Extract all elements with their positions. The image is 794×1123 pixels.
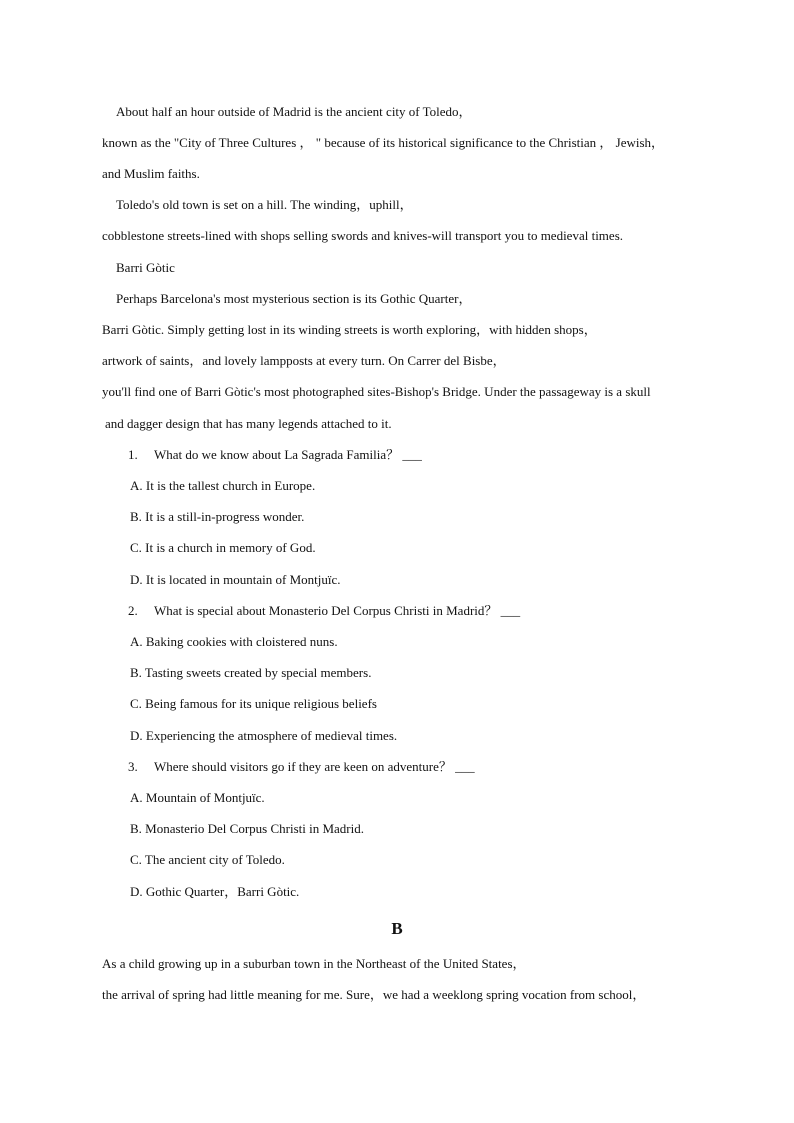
question-number: 2. bbox=[128, 603, 138, 618]
barri-gotic-heading: Barri Gòtic bbox=[116, 260, 175, 275]
question-3-option-d: D. Gothic Quarter，Barri Gòtic. bbox=[130, 884, 300, 899]
question-text: What do we know about La Sagrada Familia？ ___ bbox=[154, 447, 422, 462]
question-3-option-a: A. Mountain of Montjuïc. bbox=[130, 790, 265, 805]
question-1 bbox=[128, 447, 422, 463]
question-number: 3. bbox=[128, 759, 138, 774]
section-b-line-2: the arrival of spring had little meaning for me. Sure，we had a weeklong spring vocation from school， bbox=[102, 987, 646, 1002]
barri-paragraph-line-2: Barri Gòtic. Simply getting lost in its winding streets is worth exploring，with hidden shops， bbox=[102, 322, 597, 337]
toledo-paragraph-line-3: and Muslim faiths. bbox=[102, 166, 200, 181]
question-1-option-c: C. It is a church in memory of God. bbox=[130, 540, 316, 555]
section-b-line-1: As a child growing up in a suburban town in the Northeast of the United States， bbox=[102, 956, 526, 971]
barri-paragraph-line-4: you'll find one of Barri Gòtic's most photographed sites-Bishop's Bridge. Under the passageway is a skull bbox=[102, 384, 651, 399]
question-1-option-d: D. It is located in mountain of Montjuïc. bbox=[130, 572, 341, 587]
toledo-old-town-line-2: cobblestone streets-lined with shops selling swords and knives-will transport you to medieval times. bbox=[102, 228, 624, 243]
toledo-old-town-line-1: Toledo's old town is set on a hill. The winding，uphill， bbox=[116, 197, 413, 212]
question-3-option-c: C. The ancient city of Toledo. bbox=[130, 852, 285, 867]
barri-paragraph-line-3: artwork of saints，and lovely lampposts at every turn. On Carrer del Bisbe， bbox=[102, 353, 506, 368]
toledo-paragraph-line-2: known as the "City of Three Cultures ， " because of its historical significance to the Christian ， Jewish， bbox=[102, 135, 665, 150]
question-2-option-a: A. Baking cookies with cloistered nuns. bbox=[130, 634, 338, 649]
question-1-option-a: A. It is the tallest church in Europe. bbox=[130, 478, 316, 493]
barri-paragraph-line-1: Perhaps Barcelona's most mysterious section is its Gothic Quarter， bbox=[116, 291, 472, 306]
question-2-option-c: C. Being famous for its unique religious beliefs bbox=[130, 696, 377, 711]
question-number: 1. bbox=[128, 447, 138, 462]
question-2 bbox=[128, 603, 520, 619]
barri-paragraph-line-5: and dagger design that has many legends attached to it. bbox=[105, 416, 392, 431]
question-text: What is special about Monasterio Del Corpus Christi in Madrid？ ___ bbox=[154, 603, 521, 618]
question-3-option-b: B. Monasterio Del Corpus Christi in Madrid. bbox=[130, 821, 364, 836]
question-2-option-d: D. Experiencing the atmosphere of medieval times. bbox=[130, 728, 398, 743]
question-3 bbox=[128, 759, 475, 775]
question-1-option-b: B. It is a still-in-progress wonder. bbox=[130, 509, 305, 524]
question-2-option-b: B. Tasting sweets created by special members. bbox=[130, 665, 372, 680]
question-text: Where should visitors go if they are keen on adventure？ ___ bbox=[154, 759, 475, 774]
toledo-paragraph-line-1: About half an hour outside of Madrid is the ancient city of Toledo， bbox=[116, 104, 472, 119]
section-b-heading: B bbox=[391, 919, 403, 938]
